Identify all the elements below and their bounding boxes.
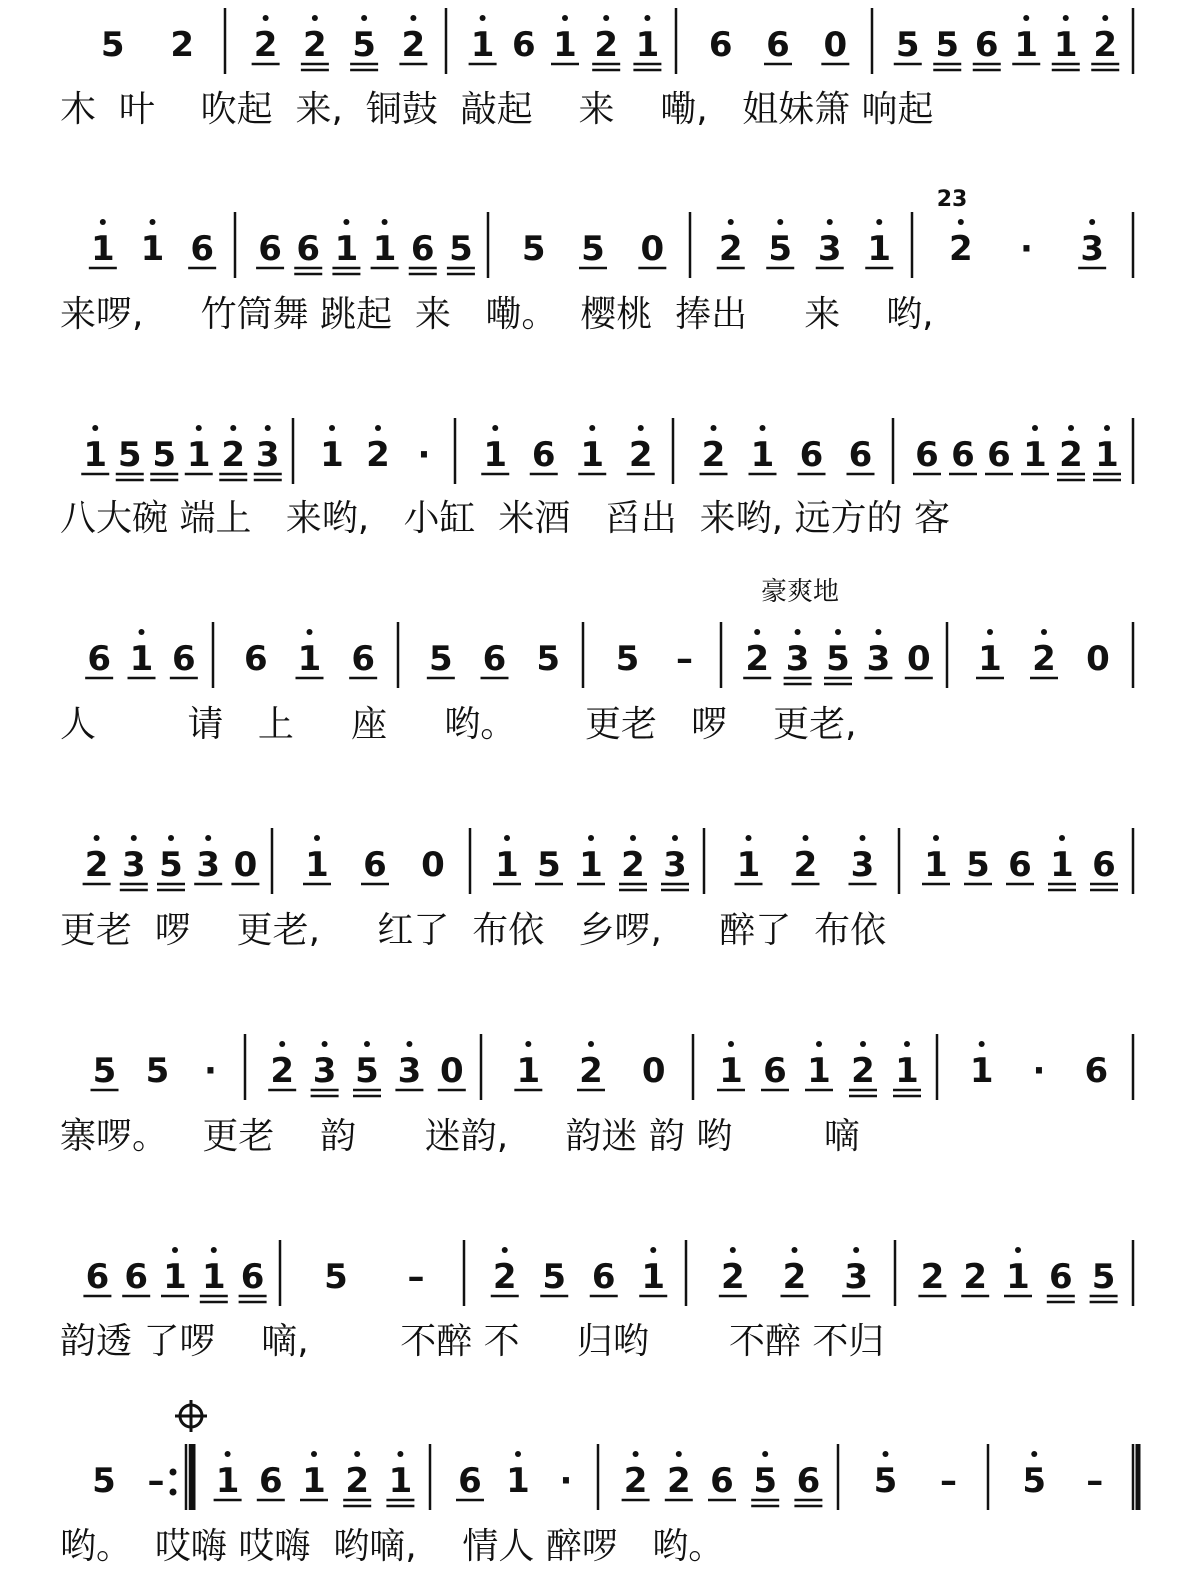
note: 6 <box>1092 845 1116 885</box>
note: 1 <box>186 435 211 475</box>
octave-dot <box>904 1041 910 1047</box>
note: 1 <box>924 845 948 885</box>
note: 6 <box>85 1257 110 1297</box>
note: 3 <box>844 1257 869 1297</box>
note: 5 <box>92 1461 116 1501</box>
octave-dot <box>638 425 644 431</box>
octave-dot <box>1068 425 1074 431</box>
lyrics-line: 更老 啰 更老, 红了 布依 乡啰, 醉了 布依 <box>60 910 887 951</box>
octave-dot <box>835 629 841 635</box>
note: 1 <box>495 845 519 885</box>
octave-dot <box>492 425 498 431</box>
octave-dot <box>307 629 313 635</box>
note: 1 <box>334 229 359 269</box>
note: · <box>1020 229 1033 269</box>
note: 1 <box>641 1257 666 1297</box>
octave-dot <box>630 835 636 841</box>
note: 6 <box>240 1257 265 1297</box>
note: 2 <box>782 1257 807 1297</box>
note: 1 <box>506 1461 530 1501</box>
note: 5 <box>895 25 920 65</box>
note: 6 <box>351 639 376 679</box>
octave-dot <box>562 15 568 21</box>
note: 6 <box>710 1461 734 1501</box>
note: 5 <box>117 435 142 475</box>
octave-dot <box>728 1041 734 1047</box>
octave-dot <box>225 1451 231 1457</box>
note: 3 <box>1080 229 1105 269</box>
octave-dot <box>754 629 760 635</box>
octave-dot <box>322 1041 328 1047</box>
note: 1 <box>579 845 603 885</box>
octave-dot <box>265 425 271 431</box>
octave-dot <box>230 425 236 431</box>
note: 3 <box>397 1051 422 1091</box>
octave-dot <box>827 219 833 225</box>
octave-dot <box>1059 835 1065 841</box>
note: 5 <box>581 229 605 269</box>
note: 2 <box>621 845 645 885</box>
note: 0 <box>439 1051 464 1091</box>
note: 6 <box>363 845 387 885</box>
octave-dot <box>979 1041 985 1047</box>
note: 2 <box>666 1461 691 1501</box>
note: 1 <box>483 435 508 475</box>
octave-dot <box>795 629 801 635</box>
note: 2 <box>579 1051 603 1091</box>
note: 1 <box>1050 845 1074 885</box>
octave-dot <box>375 425 381 431</box>
octave-dot <box>205 835 211 841</box>
note: 2 <box>270 1051 295 1091</box>
note: 1 <box>140 229 165 269</box>
note: 1 <box>1006 1257 1030 1297</box>
octave-dot <box>1032 425 1038 431</box>
note: – <box>147 1461 165 1501</box>
note: 5 <box>537 845 561 885</box>
note: 1 <box>129 639 154 679</box>
octave-dot <box>196 425 202 431</box>
octave-dot <box>279 1041 285 1047</box>
note: 5 <box>536 639 561 679</box>
note: 6 <box>915 435 939 475</box>
octave-dot <box>525 1041 531 1047</box>
note: 6 <box>796 1461 821 1501</box>
octave-dot <box>311 1451 317 1457</box>
note: 6 <box>951 435 975 475</box>
tempo-annotation: 豪爽地 <box>760 577 840 607</box>
note: · <box>417 435 431 475</box>
note: 2 <box>628 435 653 475</box>
repeat-dot <box>170 1469 177 1476</box>
note: 5 <box>935 25 960 65</box>
octave-dot <box>816 1041 822 1047</box>
note: 6 <box>511 25 536 65</box>
note: 2 <box>701 435 726 475</box>
octave-dot <box>92 425 98 431</box>
note: 0 <box>640 229 665 269</box>
note: 5 <box>324 1257 348 1297</box>
octave-dot <box>803 835 809 841</box>
octave-dot <box>504 835 510 841</box>
note: 3 <box>663 845 687 885</box>
octave-dot <box>364 1041 370 1047</box>
octave-dot <box>168 835 174 841</box>
note: 0 <box>421 845 445 885</box>
note: 2 <box>1093 25 1118 65</box>
note: 1 <box>635 25 660 65</box>
note: 1 <box>388 1461 413 1501</box>
note: 1 <box>867 229 892 269</box>
note: 2 <box>84 845 109 885</box>
note: 3 <box>255 435 280 475</box>
octave-dot <box>860 1041 866 1047</box>
note: – <box>1086 1461 1104 1501</box>
note: 5 <box>1022 1461 1047 1501</box>
note: 1 <box>1014 25 1039 65</box>
grace-notes: 23 <box>936 187 968 212</box>
note: 6 <box>171 639 196 679</box>
note: 2 <box>963 1257 988 1297</box>
note: 3 <box>850 845 875 885</box>
octave-dot <box>131 835 137 841</box>
note: 5 <box>768 229 793 269</box>
note: 6 <box>87 639 112 679</box>
note: 2 <box>303 25 327 65</box>
note: 2 <box>718 229 743 269</box>
note: 5 <box>753 1461 778 1501</box>
octave-dot <box>343 219 349 225</box>
note: 5 <box>449 229 473 269</box>
note: – <box>676 639 693 679</box>
note: · <box>1032 1051 1046 1091</box>
note: 6 <box>482 639 507 679</box>
note: 3 <box>312 1051 337 1091</box>
note: 2 <box>948 229 973 269</box>
lyrics-line: 木 叶 吹起 来, 铜鼓 敲起 来 嘞, 姐妹箫 响起 <box>60 89 934 130</box>
note: · <box>559 1461 573 1501</box>
note: 3 <box>196 845 221 885</box>
note: · <box>204 1051 217 1091</box>
octave-dot <box>1063 15 1069 21</box>
note: 2 <box>345 1461 370 1501</box>
note: 6 <box>1084 1051 1109 1091</box>
note: 6 <box>848 435 873 475</box>
note: 5 <box>152 435 177 475</box>
note: 1 <box>807 1051 831 1091</box>
octave-dot <box>502 1247 508 1253</box>
note: 1 <box>553 25 577 65</box>
note: 2 <box>594 25 619 65</box>
octave-dot <box>397 1451 403 1457</box>
octave-dot <box>100 219 106 225</box>
octave-dot <box>382 219 388 225</box>
note: 5 <box>428 639 453 679</box>
note: 5 <box>159 845 183 885</box>
octave-dot <box>312 15 318 21</box>
note: 2 <box>623 1461 648 1501</box>
note: 1 <box>320 435 344 475</box>
note: 6 <box>190 229 215 269</box>
note: 6 <box>987 435 1011 475</box>
note: 1 <box>719 1051 743 1091</box>
note: 1 <box>895 1051 919 1091</box>
lyrics-line: 人 请 上 座 哟。 更老 啰 更老, <box>60 704 857 745</box>
octave-dot <box>777 219 783 225</box>
octave-dot <box>1041 629 1047 635</box>
octave-dot <box>987 629 993 635</box>
repeat-dot <box>170 1489 177 1496</box>
note: 1 <box>1053 25 1078 65</box>
note: 2 <box>492 1257 517 1297</box>
octave-dot <box>172 1247 178 1253</box>
octave-dot <box>515 1451 521 1457</box>
note: 1 <box>297 639 322 679</box>
note: 0 <box>233 845 258 885</box>
note: 6 <box>763 1051 787 1091</box>
note: 2 <box>170 25 195 65</box>
octave-dot <box>480 15 486 21</box>
note: 5 <box>352 25 376 65</box>
note: 6 <box>1048 1257 1073 1297</box>
octave-dot <box>760 425 766 431</box>
note: 5 <box>521 229 546 269</box>
octave-dot <box>139 629 145 635</box>
note: 6 <box>766 25 790 65</box>
note: 1 <box>83 435 108 475</box>
octave-dot <box>603 15 609 21</box>
note: 2 <box>366 435 390 475</box>
note: 1 <box>516 1051 541 1091</box>
note: 6 <box>591 1257 616 1297</box>
octave-dot <box>644 15 650 21</box>
note: 5 <box>873 1461 898 1501</box>
note: 6 <box>243 639 268 679</box>
note: 0 <box>1086 639 1110 679</box>
note: 5 <box>615 639 640 679</box>
octave-dot <box>1089 219 1095 225</box>
note: 1 <box>750 435 775 475</box>
note: 1 <box>372 229 397 269</box>
octave-dot <box>1104 425 1110 431</box>
note: – <box>407 1257 425 1297</box>
octave-dot <box>1102 15 1108 21</box>
octave-dot <box>933 835 939 841</box>
note: 1 <box>978 639 1002 679</box>
octave-dot <box>728 219 734 225</box>
note: 6 <box>1008 845 1032 885</box>
note: 2 <box>221 435 246 475</box>
octave-dot <box>876 219 882 225</box>
octave-dot <box>875 629 881 635</box>
note: 1 <box>201 1257 226 1297</box>
octave-dot <box>361 15 367 21</box>
note: 6 <box>296 229 321 269</box>
octave-dot <box>860 835 866 841</box>
octave-dot <box>762 1451 768 1457</box>
octave-dot <box>329 425 335 431</box>
note: 5 <box>92 1051 117 1091</box>
octave-dot <box>263 15 269 21</box>
note: 0 <box>906 639 931 679</box>
note: 3 <box>785 639 810 679</box>
octave-dot <box>650 1247 656 1253</box>
note: 1 <box>90 229 115 269</box>
note: 2 <box>745 639 770 679</box>
note: 2 <box>1059 435 1083 475</box>
note: 1 <box>969 1051 994 1091</box>
note: 5 <box>355 1051 379 1091</box>
note: 5 <box>1091 1257 1116 1297</box>
note: 5 <box>966 845 990 885</box>
note: 6 <box>258 229 282 269</box>
note: 1 <box>163 1257 187 1297</box>
note: 6 <box>799 435 824 475</box>
note: 2 <box>793 845 818 885</box>
note: 1 <box>470 25 495 65</box>
note: 6 <box>258 1461 283 1501</box>
octave-dot <box>672 835 678 841</box>
note: 5 <box>145 1051 170 1091</box>
note: 1 <box>1095 435 1119 475</box>
octave-dot <box>410 15 416 21</box>
note: 6 <box>708 25 733 65</box>
octave-dot <box>730 1247 736 1253</box>
note: 0 <box>641 1051 666 1091</box>
note: 5 <box>826 639 850 679</box>
lyrics-line: 来啰, 竹筒舞 跳起 来 嘞。 樱桃 捧出 来 哟, <box>60 294 934 335</box>
octave-dot <box>314 835 320 841</box>
octave-dot <box>958 219 964 225</box>
lyrics-line: 寨啰。 更老 韵 迷韵, 韵迷 韵 哟 嘀 <box>60 1116 860 1157</box>
note: 2 <box>720 1257 745 1297</box>
octave-dot <box>150 219 156 225</box>
note: 5 <box>542 1257 567 1297</box>
note: 3 <box>121 845 146 885</box>
lyrics-line: 哟。 哎嗨 哎嗨 哟嘀, 情人 醉啰 哟。 <box>60 1526 725 1567</box>
lyrics-line: 韵透 了啰 嘀, 不醉 不 归哟 不醉 不归 <box>60 1321 885 1362</box>
octave-dot <box>588 1041 594 1047</box>
note: 1 <box>215 1461 240 1501</box>
note: 2 <box>253 25 278 65</box>
note: 5 <box>100 25 125 65</box>
note: 1 <box>1023 435 1047 475</box>
octave-dot <box>588 835 594 841</box>
note: 6 <box>124 1257 149 1297</box>
note: 2 <box>920 1257 945 1297</box>
octave-dot <box>211 1247 217 1253</box>
octave-dot <box>1023 15 1029 21</box>
octave-dot <box>633 1451 639 1457</box>
octave-dot <box>1031 1451 1037 1457</box>
note: 2 <box>851 1051 875 1091</box>
note: 3 <box>817 229 842 269</box>
octave-dot <box>354 1451 360 1457</box>
lyrics-line: 八大碗 端上 来哟, 小缸 米酒 舀出 来哟, 远方的 客 <box>60 498 950 539</box>
octave-dot <box>589 425 595 431</box>
note: 1 <box>736 845 761 885</box>
note: 3 <box>866 639 891 679</box>
note: 6 <box>531 435 556 475</box>
octave-dot <box>711 425 717 431</box>
note: 0 <box>823 25 848 65</box>
octave-dot <box>406 1041 412 1047</box>
note: 6 <box>458 1461 482 1501</box>
octave-dot <box>792 1247 798 1253</box>
octave-dot <box>746 835 752 841</box>
note: 1 <box>305 845 329 885</box>
note: 1 <box>302 1461 326 1501</box>
octave-dot <box>94 835 100 841</box>
octave-dot <box>1015 1247 1021 1253</box>
note: 2 <box>401 25 426 65</box>
note: 2 <box>1032 639 1056 679</box>
note: – <box>940 1461 957 1501</box>
note: 6 <box>410 229 435 269</box>
note: 6 <box>974 25 999 65</box>
note: 1 <box>580 435 605 475</box>
octave-dot <box>883 1451 889 1457</box>
octave-dot <box>676 1451 682 1457</box>
octave-dot <box>853 1247 859 1253</box>
